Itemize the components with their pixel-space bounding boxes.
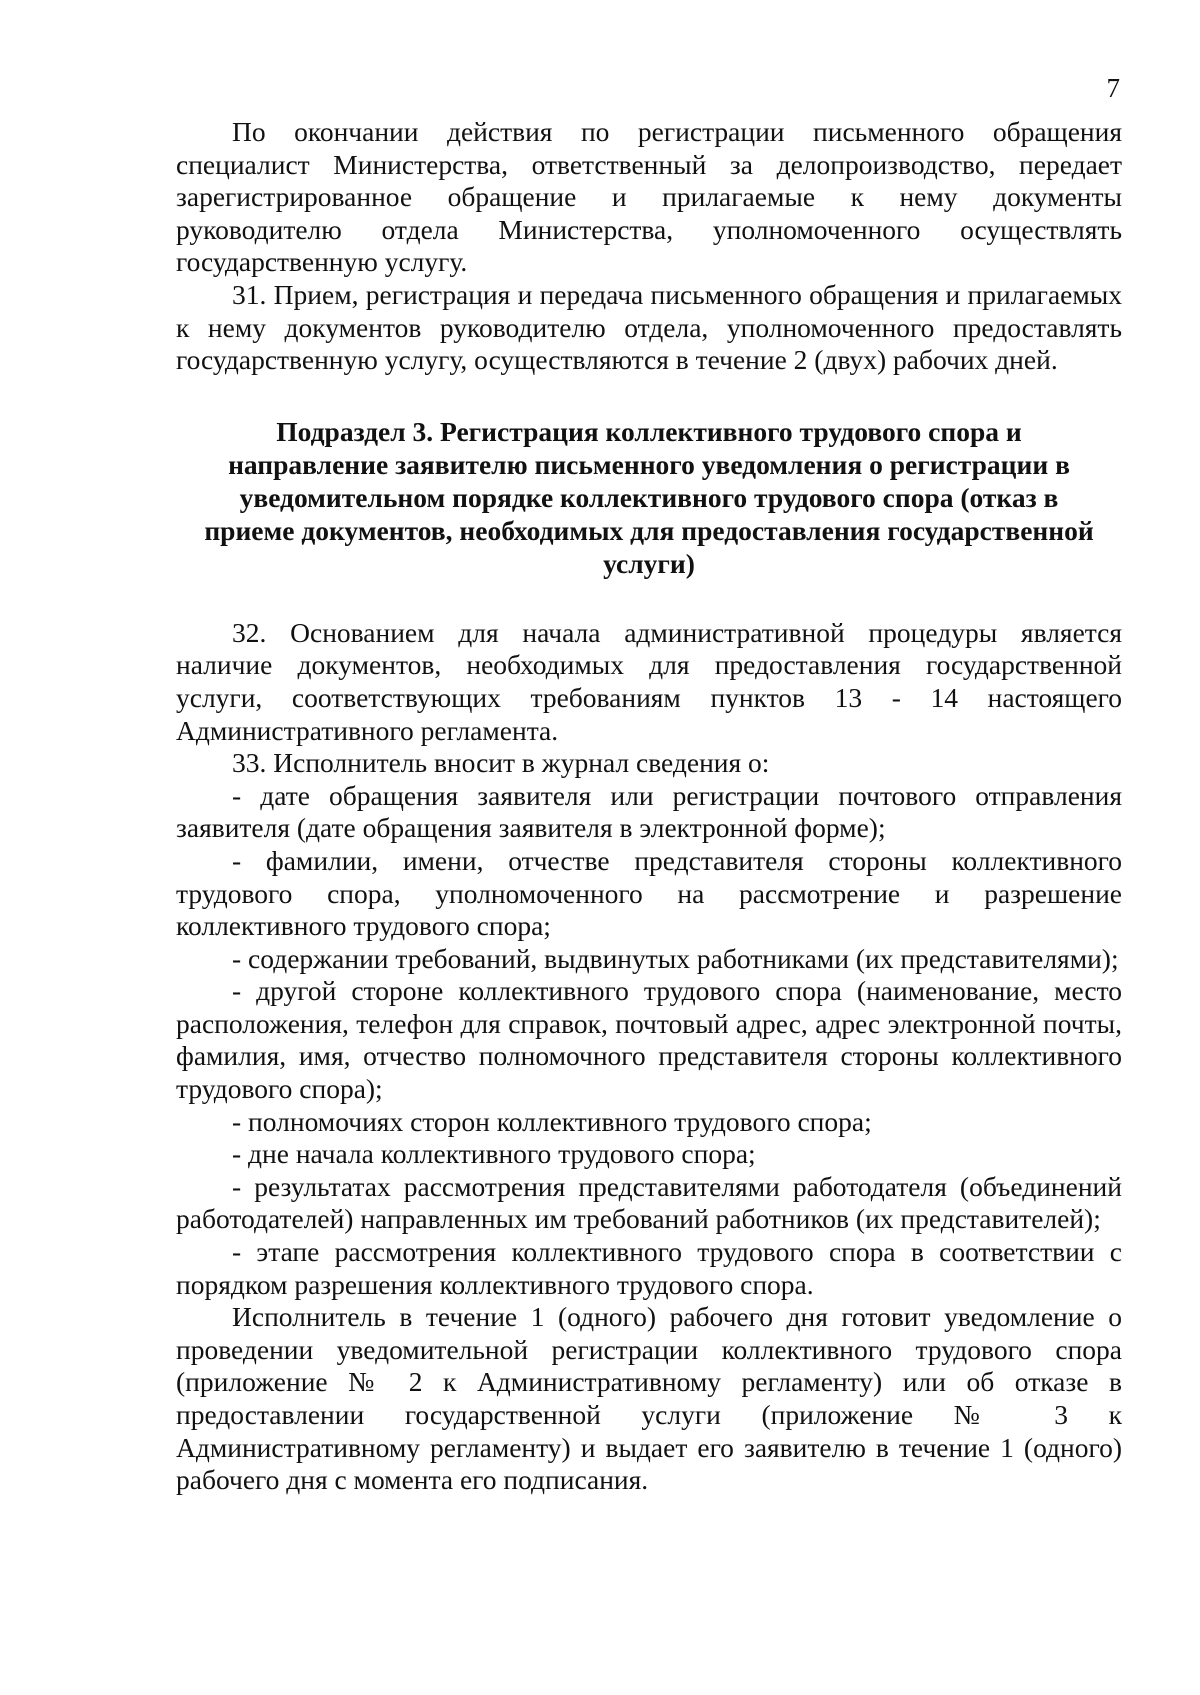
list-item: - фамилии, имени, отчестве представителя стороны коллективного трудового спора, уполномоченного на рассмотрение и разрешение коллективного трудового спора; [176,844,1122,942]
paragraph: По окончании действия по регистрации письменного обращения специалист Министерства, ответственный за делопроизводство, передает зарегистрированное обращение и прилагаемые к нему документы руководителю отдела Министерства, уполномоченного осуществлять государственную услугу. [176,116,1122,278]
list-item: - другой стороне коллективного трудового спора (наименование, место расположения, телефон для справок, почтовый адрес, адрес электронной почты, фамилия, имя, отчество полномочного представителя стороны коллективного трудового спора); [176,975,1122,1105]
heading-line: Подраздел 3. Регистрация коллективного трудового спора и [276,415,1022,447]
heading-line: направление заявителю письменного уведомления о регистрации в [228,448,1070,480]
list-item: - дате обращения заявителя или регистрации почтового отправления заявителя (дате обращения заявителя в электронной форме); [176,779,1122,844]
paragraph-item-31: 31. Прием, регистрация и передача письменного обращения и прилагаемых к нему документов руководителю отдела, уполномоченного предоставлять государственную услугу, осуществляются в течение 2 (двух) рабочих дней. [176,278,1122,376]
heading-line: услуги) [603,547,695,579]
list-item: - содержании требований, выдвинутых работниками (их представителями); [232,942,1119,974]
heading-line: уведомительном порядке коллективного трудового спора (отказ в [239,481,1059,513]
paragraph-item-32: 32. Основанием для начала административной процедуры является наличие документов, необходимых для предоставления государственной услуги, соответствующих требованиям пунктов 13 - 14 настоящего Административного регламента. [176,616,1122,746]
list-item: - полномочиях сторон коллективного трудового спора; [232,1105,872,1137]
page-number: 7 [1106,73,1120,103]
heading-line: приеме документов, необходимых для предоставления государственной [204,514,1094,546]
document-body [176,116,1122,1497]
list-item: - дне начала коллективного трудового спора; [232,1138,756,1170]
list-item: - результатах рассмотрения представителями работодателя (объединений работодателей) направленных им требований работников (их представителей); [176,1170,1122,1235]
list-item: - этапе рассмотрения коллективного трудового спора в соответствии с порядком разрешения коллективного трудового спора. [176,1236,1122,1300]
paragraph: Исполнитель в течение 1 (одного) рабочего дня готовит уведомление о проведении уведомительной регистрации коллективного трудового спора (приложение № 2 к Административному регламенту) или об отказе в предоставлении государственной услуги (приложение № 3 к Административному регламенту) и выдает его заявителю в течение 1 (одного) рабочего дня с момента его подписания. [176,1301,1122,1496]
paragraph-item-33: 33. Исполнитель вносит в журнал сведения о: [232,747,770,779]
subsection-heading [176,415,1122,580]
